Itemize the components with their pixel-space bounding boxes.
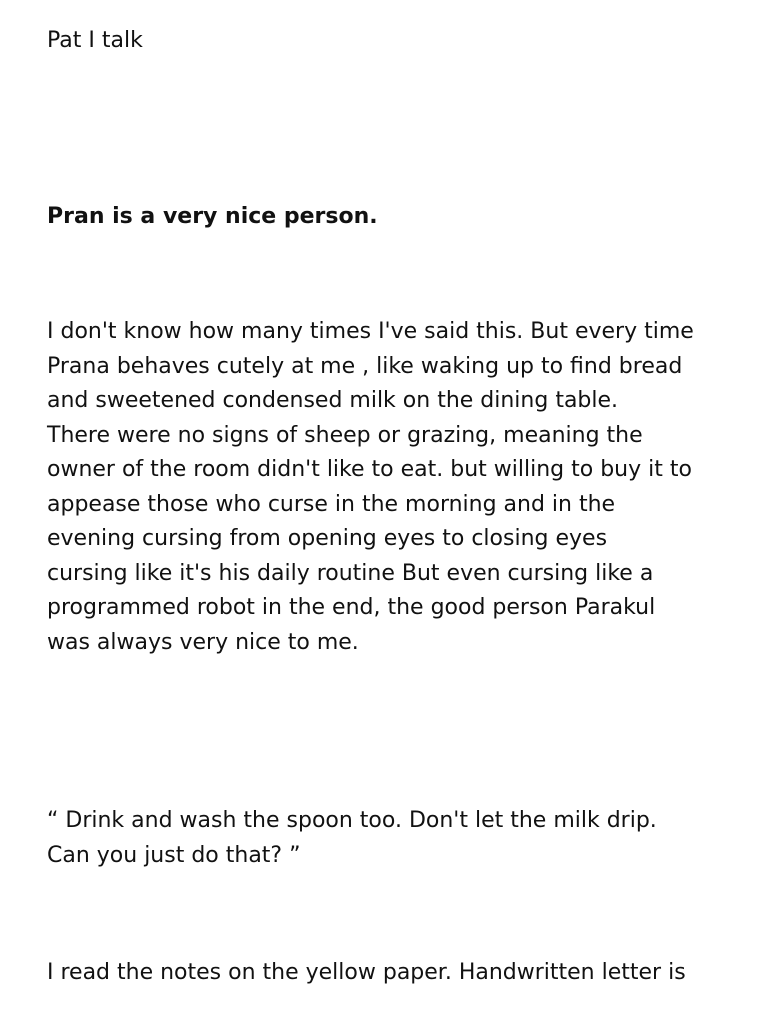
body-paragraph-1 bbox=[47, 315, 747, 660]
quote-paragraph bbox=[47, 804, 747, 873]
quote-line: “ Drink and wash the spoon too. Don't let the milk drip. bbox=[47, 808, 657, 833]
paragraph-line: and sweetened condensed milk on the dining table. bbox=[47, 388, 619, 413]
page-title: Pat I talk bbox=[47, 28, 143, 53]
paragraph-line: was always very nice to me. bbox=[47, 629, 359, 655]
section-heading: Pran is a very nice person. bbox=[47, 204, 378, 229]
paragraph-line: I don't know how many times I've said this. But every time bbox=[47, 319, 694, 344]
paragraph-line: owner of the room didn't like to eat. but willing to buy it to bbox=[47, 457, 692, 482]
paragraph-line: Prana behaves cutely at me , like waking up to find bread bbox=[47, 353, 683, 379]
paragraph-line: There were no signs of sheep or grazing, meaning the bbox=[47, 422, 643, 448]
quote-line: Can you just do that? ” bbox=[47, 842, 301, 868]
paragraph-line: cursing like it's his daily routine But even cursing like a bbox=[47, 560, 654, 586]
paragraph-line: programmed robot in the end, the good person Parakul bbox=[47, 595, 656, 620]
paragraph-line: evening cursing from opening eyes to closing eyes bbox=[47, 526, 608, 551]
body-paragraph-2 bbox=[47, 956, 747, 991]
paragraph-line: appease those who curse in the morning and in the bbox=[47, 491, 616, 517]
paragraph-line: I read the notes on the yellow paper. Handwritten letter is bbox=[47, 960, 686, 985]
document-page bbox=[47, 0, 737, 1024]
